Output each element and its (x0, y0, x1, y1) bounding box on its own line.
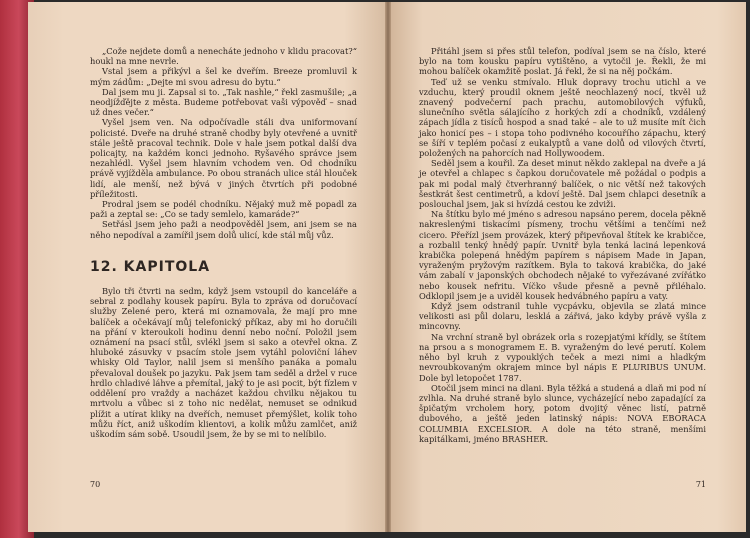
right-page (387, 2, 746, 532)
left-top-text (90, 46, 357, 240)
page-number-right: 71 (695, 479, 706, 489)
paragraph: Teď už se venku stmívalo. Hluk dopravy trochu utichl a ve vzduchu, který proudil oknem ještě neochlazený nocí, tkvěl už znavený podvečerní pach prachu, automobilových výfuků, slunečního světla sálajícího z horkých zdí a chodníků, vzdálený zápach jídla z tisíců hospod a snad také – ale to už musíte mít čich jako honicí pes – i stopa toho podivného kocouřího zápachu, který se šíří v teplém počasí z eukalyptů a vane dolů od vilových čtvrtí, položených na pahorcích nad Hollywoodem. (419, 76, 706, 159)
page-number-left: 70 (90, 479, 101, 489)
book-spread (28, 2, 746, 532)
paragraph: Dal jsem mu ji. Zapsal si to. „Tak nashle,“ řekl zasmušile; „a neodjížďějte z města. Budeme potřebovat vaši výpověď – snad už dnes večer.“ (90, 86, 357, 118)
paragraph: „Cože nejdete domů a nenecháte jednoho v klidu pracovat?“ houkl na mne nevrle. (90, 46, 357, 67)
book-gutter (385, 2, 391, 532)
paragraph: Prodral jsem se podél chodníku. Nějaký muž mě popadl za paži a zeptal se: „Co se tady semlelo, kamaráde?“ (90, 199, 357, 220)
paragraph: Otočil jsem minci na dlani. Byla těžká a studená a dlaň mi pod ní zvlhla. Na druhé straně bylo slunce, vycházející nebo zapadající za špičatým vrcholem hory, potom dvojitý věnec listí, patrně dubového, a ještě jeden latinský nápis: NOVA EBORACA COLUMBIA EXCELSIOR. A dole na této straně, menšími kapitálkami, jméno BRASHER. (419, 382, 706, 444)
left-page (28, 2, 387, 532)
paragraph: Přitáhl jsem si přes stůl telefon, podíval jsem se na číslo, které bylo na tom kousku papíru vytištěno, a vytočil je. Řekli, že mi mohou balíček okamžitě poslat. Já řekl, že si na něj počkám. (419, 46, 706, 77)
paragraph: Bylo tři čtvrti na sedm, když jsem vstoupil do kanceláře a sebral z podlahy kousek papíru. Byla to zpráva od doručovací služby Zelené pero, která mi oznamovala, že mají pro mne balíček a očekávají můj telefonický příkaz, aby mi ho doručili na přání v kteroukoli hodinu denní nebo noční. Položil jsem oznámení na psací stůl, svlékl jsem si sako a otevřel okna. Z hluboké zásuvky v psacím stole jsem vytáhl poloviční láhev whisky Old Taylor, nalil jsem si menšího panáka a pomalu převaloval doušek po jazyku. Pak jsem tam seděl a držel v ruce hrdlo chladivé láhve a přemítal, jaký to je asi pocit, být fízlem v oddělení pro vraždy a nacházet každou chvilku nějakou tu mrtvolu a vůbec si z toho nic nedělat, nemuset se odnikud plížit a utírat kliky na dveřích, nemuset přemýšlet, kolik toho můžu říct, aniž uškodím klientovi, a kolik můžu zamlčet, aniž uškodím sám sobě. Usoudil jsem, že by se mi to nelíbilo. (90, 286, 357, 439)
paragraph: Když jsem odstranil tuhle vycpávku, objevila se zlatá mince velikosti asi půl dolaru, lesklá a zářivá, jako kdyby právě vyšla z mincovny. (419, 301, 706, 332)
left-bottom-text (90, 286, 357, 439)
paragraph: Na vrchní straně byl obrázek orla s rozepjatými křídly, se štítem na prsou a s monogramem E. B. vyraženým do levé perutí. Kolem něho byl kruh z vypouklých teček a mezi nimi a hladkým nevroubkovaným okrajem mince byl nápis E PLURIBUS UNUM. Dole byl letopočet 1787. (419, 331, 706, 383)
paragraph: Vyšel jsem ven. Na odpočívadle stáli dva uniformovaní policisté. Dveře na druhé straně chodby byly otevřené a uvnitř stále ještě pracoval technik. Dole v hale jsem potkal další dva policajty, na každém konci jednoho. Ryšavého správce jsem nezahlédl. Vyšel jsem hlavním vchodem ven. Od chodníku právě vyjížděla ambulance. Po obou stranách ulice stál hlouček lidí, ale menší, než bývá v jiných čtvrtích při podobné příležitosti. (90, 117, 357, 199)
paragraph: Seděl jsem a kouřil. Za deset minut někdo zaklepal na dveře a já je otevřel a chlapec s čapkou doručovatele mě požádal o podpis a pak mi podal malý čtverhranný balíček, o nic větší než takových šestkrát šest centimetrů, a kdoví ještě. Dal jsem chlapci desetník a poslouchal jsem, jak si hvízdá cestou ke zdviži. (419, 158, 706, 210)
paragraph: Na štítku bylo mé jméno s adresou napsáno perem, docela pěkně nakreslenými tiskacími písmeny, trochu většími a tenčími než cicero. Přeřízl jsem provázek, který připevňoval štítek ke krabičce, a rozbalil tenký hnědý papír. Uvnitř byla tenká laciná lepenková krabička polepená hnědým papírem s nápisem Made in Japan, vyraženým pryžovým razítkem. Byla to taková krabička, do jaké vám zabalí v japonských obchodech nějaké to vyřezávané zvířátko nebo kousek nefritu. Víčko všude přesně a pevně přiléhalo. Odklopil jsem je a uviděl kousek hedvábného papíru a vaty. (419, 209, 706, 301)
chapter-title: 12. KAPITOLA (90, 258, 211, 275)
right-text (419, 46, 706, 444)
paragraph: Setřásl jsem jeho paži a neodpověděl jsem, ani jsem se na něho nepodíval a zamířil jsem dolů ulicí, kde stál můj vůz. (90, 219, 357, 240)
paragraph: Vstal jsem a přikývl a šel ke dveřím. Breeze promluvil k mým zádům: „Dejte mi svou adresu do bytu.“ (90, 66, 357, 87)
